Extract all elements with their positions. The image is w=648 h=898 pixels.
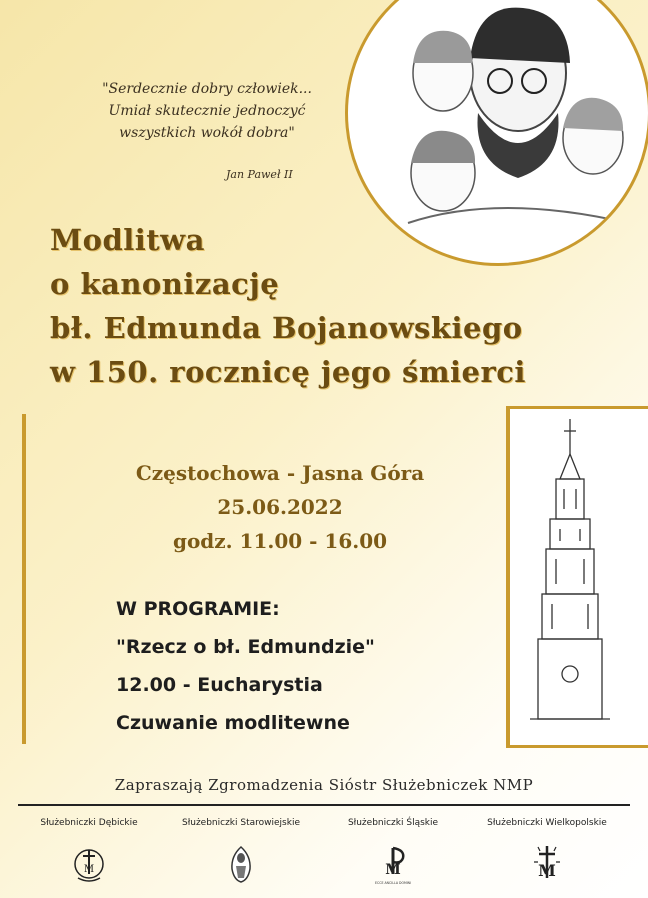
svg-text:ECCE ANCILLA DOMINI: ECCE ANCILLA DOMINI xyxy=(374,881,412,885)
congregation-name: Służebniczki Dębickie xyxy=(40,818,138,828)
quote xyxy=(62,78,352,144)
congregation-name: Służebniczki Śląskie xyxy=(347,818,439,828)
tower-frame xyxy=(506,406,648,748)
divider xyxy=(18,804,630,806)
slaskie-emblem-icon xyxy=(373,844,413,886)
quote-author: Jan Paweł II xyxy=(226,168,293,181)
program-item: "Rzecz o bł. Edmundzie" xyxy=(116,636,375,658)
quote-line: wszystkich wokół dobra" xyxy=(119,125,295,141)
jasna-gora-tower-icon xyxy=(510,409,646,739)
program-item: Czuwanie modlitewne xyxy=(116,712,350,734)
title-line: Modlitwa xyxy=(50,223,205,257)
invitation-text: Zapraszają Zgromadzenia Sióstr Służebniczek NMP xyxy=(114,776,534,794)
page-title xyxy=(50,218,526,394)
program-item: 12.00 - Eucharystia xyxy=(116,674,323,696)
program-heading: W PROGRAMIE: xyxy=(116,598,280,620)
congregation-slaskie xyxy=(318,818,468,886)
event-details xyxy=(90,456,470,558)
left-gold-bar xyxy=(22,414,26,744)
quote-line: "Serdecznie dobry człowiek... xyxy=(102,81,312,97)
congregation-starowiejskie xyxy=(166,818,316,884)
title-line: w 150. rocznicę jego śmierci xyxy=(50,355,526,389)
event-time: godz. 11.00 - 16.00 xyxy=(172,529,388,553)
congregation-debickie xyxy=(14,818,164,884)
congregation-name: Służebniczki Starowiejskie xyxy=(181,818,300,828)
congregation-wielkopolskie xyxy=(472,818,622,884)
title-line: o kanonizację xyxy=(50,267,280,301)
title-line: bł. Edmunda Bojanowskiego xyxy=(50,311,523,345)
svg-text:M: M xyxy=(385,862,401,878)
event-place: Częstochowa - Jasna Góra xyxy=(135,461,425,485)
debickie-emblem-icon xyxy=(72,844,106,884)
svg-text:M: M xyxy=(538,861,556,880)
quote-line: Umiał skutecznie jednoczyć xyxy=(108,103,306,119)
congregation-name: Służebniczki Wielkopolskie xyxy=(487,818,607,828)
program xyxy=(116,590,375,742)
starowiejskie-emblem-icon xyxy=(226,844,256,884)
svg-text:M: M xyxy=(83,864,95,875)
wielkopolskie-emblem-icon xyxy=(530,844,564,884)
event-date: 25.06.2022 xyxy=(217,495,343,519)
